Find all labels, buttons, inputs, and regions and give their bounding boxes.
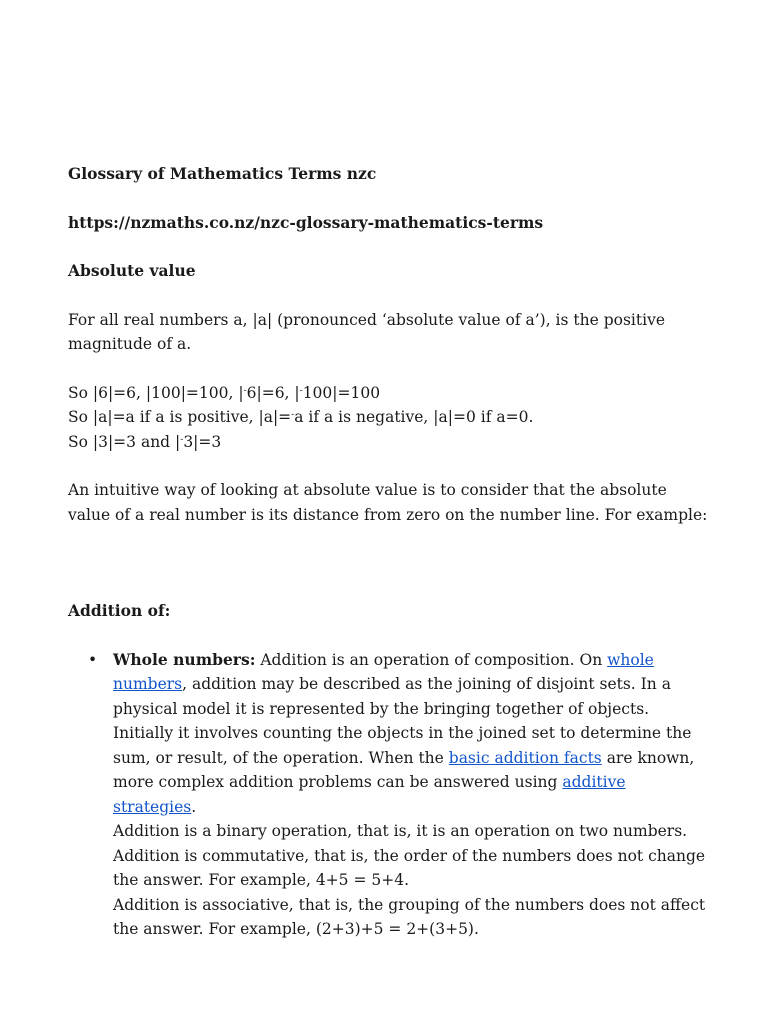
example-1-text-b: 6|=6, |: [246, 383, 300, 402]
associative-text: Addition is associative, that is, the grouping of the numbers does not affect the answer. For example, (2+3)+5 = 2+(3+5).: [113, 895, 706, 938]
source-url: https://nzmaths.co.nz/nzc-glossary-mathematics-terms: [68, 212, 544, 232]
absolute-value-definition: For all real numbers a, |a| (pronounced ‘absolute value of a’), is the positive magnitude of a.: [68, 310, 665, 353]
whole-numbers-text-2: , addition may be described as the joining of disjoint sets. In a physical model it is represented by the bringing together of objects. Initially it involves counting the objects in the joined set to determine the sum, or result, of the operation. When the: [113, 675, 692, 767]
absolute-value-example-2: [68, 405, 708, 430]
whole-numbers-text-1: Addition is an operation of composition. On: [255, 650, 608, 669]
document-title: Glossary of Mathematics Terms nzc: [68, 164, 377, 183]
commutative-text: Addition is commutative, that is, the order of the numbers does not change the answer. For example, 4+5 = 5+4.: [113, 846, 706, 889]
example-2-text-a: So |a|=a if a is positive, |a|=: [68, 408, 292, 426]
whole-numbers-link[interactable]: whole numbers: [113, 650, 654, 693]
list-item: [68, 648, 708, 942]
binary-operation-text: Addition is a binary operation, that is, it is an operation on two numbers.: [113, 822, 688, 840]
bullet-icon: •: [88, 650, 98, 669]
negative-sign: -: [180, 434, 184, 445]
whole-numbers-text-4: .: [191, 797, 197, 816]
additive-strategies-link[interactable]: additive strategies: [113, 773, 626, 816]
document-page: [68, 162, 708, 942]
whole-numbers-text-3: are known, more complex addition problems can be answered using: [113, 748, 695, 791]
absolute-value-intuition: An intuitive way of looking at absolute value is to consider that the absolute value of a real number is its distance from zero on the number line. For example:: [68, 481, 708, 524]
whole-numbers-term: Whole numbers:: [113, 649, 256, 669]
negative-sign: -: [243, 385, 247, 396]
negative-sign: -: [291, 410, 295, 420]
example-1-text-c: 100|=100: [302, 383, 381, 402]
basic-addition-facts-link[interactable]: basic addition facts: [448, 748, 602, 767]
example-2-text-b: a if a is negative, |a|=0 if a=0.: [294, 408, 534, 426]
example-3-text-b: 3|=3: [183, 432, 222, 451]
example-3-text-a: So |3|=3 and |: [68, 432, 181, 451]
example-1-text-a: So |6|=6, |100|=100, |: [68, 383, 244, 402]
absolute-value-heading: Absolute value: [68, 261, 196, 280]
addition-list: [68, 648, 708, 942]
absolute-value-example-3: [68, 430, 708, 455]
absolute-value-example-1: [68, 381, 708, 406]
negative-sign: -: [299, 385, 303, 396]
addition-heading: Addition of:: [68, 601, 171, 620]
